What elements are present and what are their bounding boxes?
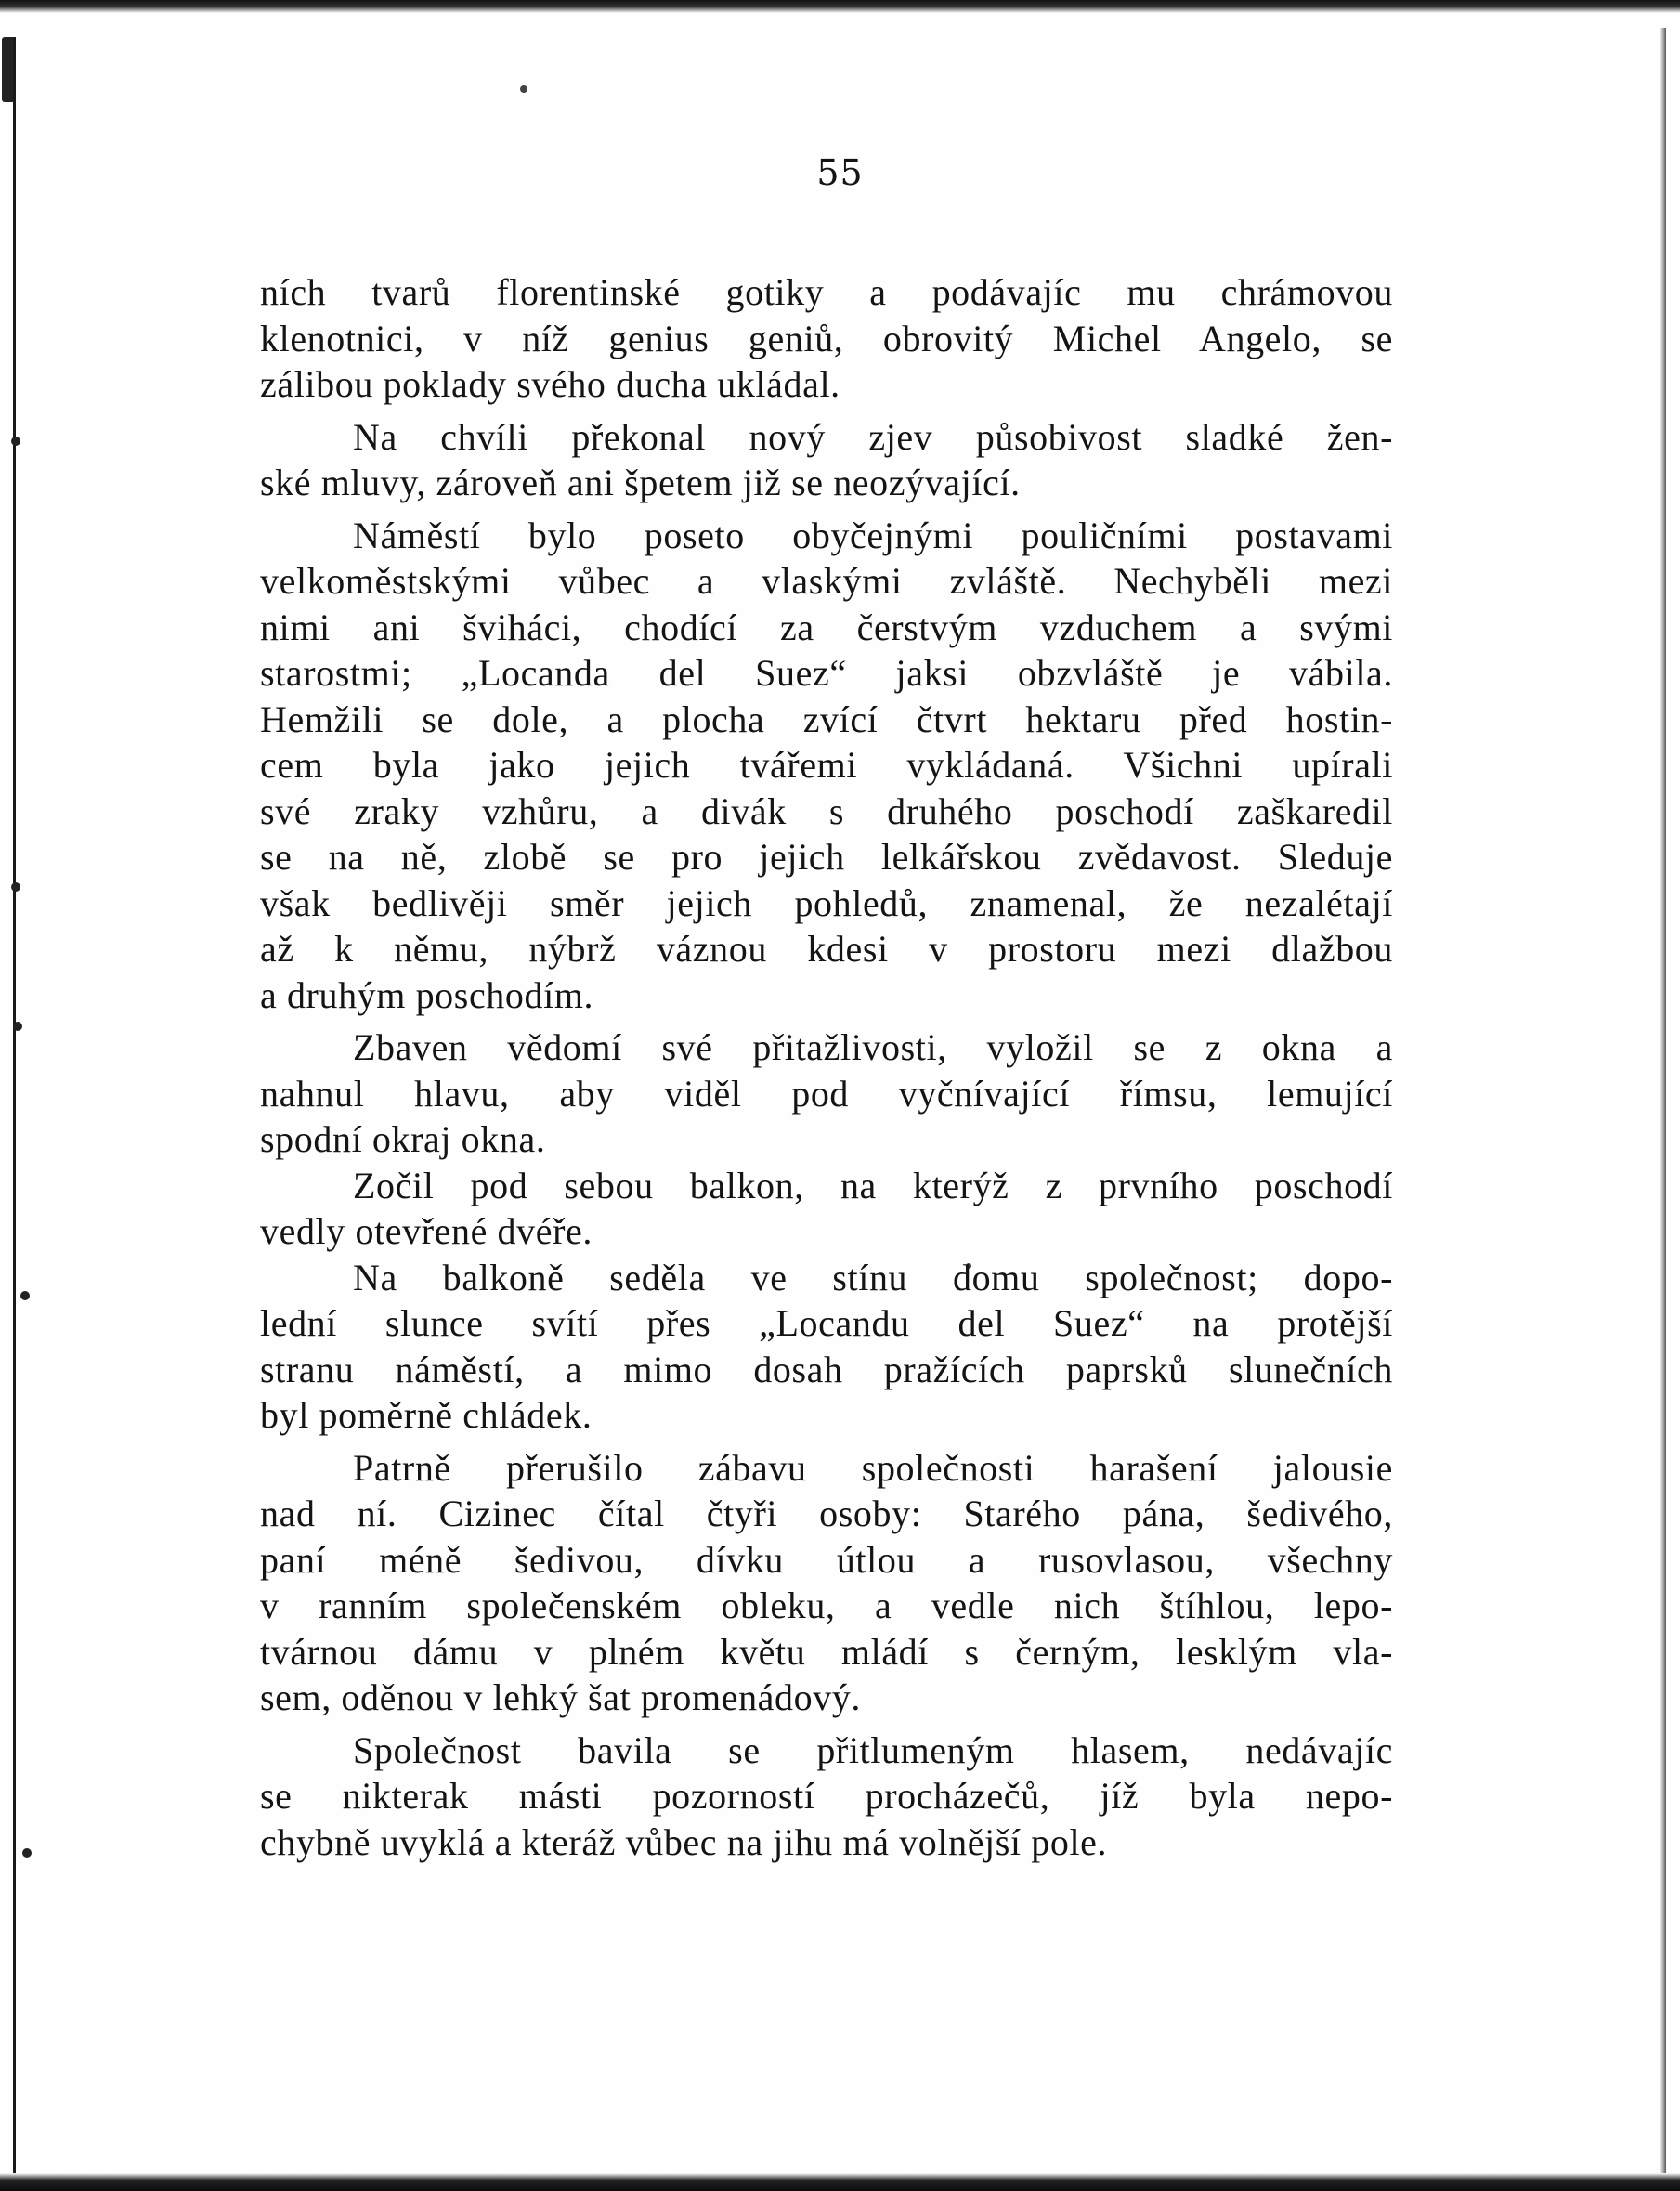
paragraph — [260, 1255, 1393, 1439]
scan-mark — [13, 1022, 22, 1031]
text-line: až k němu, nýbrž váznou kdesi v prostoru mezi dlažbou — [260, 928, 1393, 970]
text-line: nahnul hlavu, aby viděl pod vyčnívající římsu, lemující — [260, 1072, 1393, 1115]
text-line: Společnost bavila se přitlumeným hlasem, nedávajíc — [353, 1728, 1393, 1771]
text-line: zálibou poklady svého ducha ukládal. — [260, 363, 840, 405]
paragraph — [260, 513, 1393, 1019]
text-line: chybně uvyklá a kteráž vůbec na jihu má volnější pole. — [260, 1820, 1108, 1863]
text-line: klenotnici, v níž genius geniů, obrovitý Michel Angelo, se — [260, 317, 1393, 359]
page-number: 55 — [816, 152, 864, 193]
scan-speck — [520, 85, 527, 93]
paragraph — [260, 414, 1393, 506]
scan-edge-right — [1660, 28, 1666, 2173]
text-line: cem byla jako jejich tvářemi vykládaná. Všichni upírali — [260, 744, 1393, 786]
scan-mark — [11, 882, 20, 892]
text-line: spodní okraj okna. — [260, 1118, 546, 1160]
scan-edge-left — [13, 37, 16, 2173]
text-line: se nikterak másti pozorností procházečů, jíž byla nepo- — [260, 1775, 1393, 1817]
scan-edge-bottom — [0, 2173, 1680, 2191]
text-line: ních tvarů florentinské gotiky a podávajíc mu chrámovou — [260, 271, 1393, 313]
text-line: Náměstí bylo poseto obyčejnými pouličními postavami — [353, 514, 1393, 556]
text-line: stranu náměstí, a mimo dosah pražících paprsků slunečních — [260, 1348, 1393, 1390]
text-line: paní méně šedivou, dívku útlou a rusovlasou, všechny — [260, 1538, 1393, 1581]
text-line: vedly otevřené dvéře. — [260, 1210, 593, 1252]
text-line: nad ní. Cizinec čítal čtyři osoby: Starého pána, šedivého, — [260, 1493, 1393, 1534]
text-line: byl poměrně chládek. — [260, 1394, 593, 1436]
text-line: lední slunce svítí přes „Locandu del Suez“ na protější — [260, 1302, 1393, 1344]
body-text — [260, 269, 1393, 1865]
paragraph — [260, 1728, 1393, 1866]
text-line: však bedlivěji směr jejich pohledů, znamenal, že nezalétají — [260, 881, 1393, 924]
paragraph — [260, 269, 1393, 408]
text-line: starostmi; „Locanda del Suez“ jaksi obzvláště je vábila. — [260, 652, 1393, 694]
text-line: své zraky vzhůru, a divák s druhého poschodí zaškaredil — [260, 789, 1393, 832]
scan-mark — [22, 1848, 32, 1858]
text-line: ské mluvy, zároveň ani špetem již se neozývající. — [260, 462, 1021, 503]
text-line: Hemžili se dole, a plocha zvící čtvrt hektaru před hostin- — [260, 698, 1393, 740]
text-line: Na chvíli překonal nový zjev působivost sladké žen- — [353, 415, 1393, 458]
scan-mark — [11, 437, 20, 446]
paragraph — [260, 1163, 1393, 1255]
text-line: velkoměstskými vůbec a vlaskými zvláště. Nechyběli mezi — [260, 560, 1393, 602]
paragraph — [260, 1024, 1393, 1163]
text-line: nimi ani šviháci, chodící za čerstvým vzduchem a svými — [260, 606, 1393, 648]
text-line: a druhým poschodím. — [260, 973, 594, 1016]
text-line: Zočil pod sebou balkon, na kterýž z prvního poschodí — [353, 1164, 1393, 1206]
text-line: sem, oděnou v lehký šat promenádový. — [260, 1676, 862, 1718]
text-line: Na balkoně seděla ve stínu domu společnost; dopo- — [353, 1256, 1393, 1298]
text-line: v ranním společenském obleku, a vedle nich štíhlou, lepo- — [260, 1585, 1393, 1626]
paragraph — [260, 1445, 1393, 1721]
scan-edge-top — [0, 0, 1680, 13]
text-line: se na ně, zlobě se pro jejich lelkářskou zvědavost. Sleduje — [260, 836, 1393, 878]
scan-mark — [20, 1291, 30, 1300]
text-line: tvárnou dámu v plném květu mládí s černým, lesklým vla- — [260, 1630, 1393, 1673]
text-line: Zbaven vědomí své přitažlivosti, vyložil se z okna a — [353, 1026, 1393, 1068]
text-line: Patrně přerušilo zábavu společnosti harašení jalousie — [353, 1446, 1393, 1489]
